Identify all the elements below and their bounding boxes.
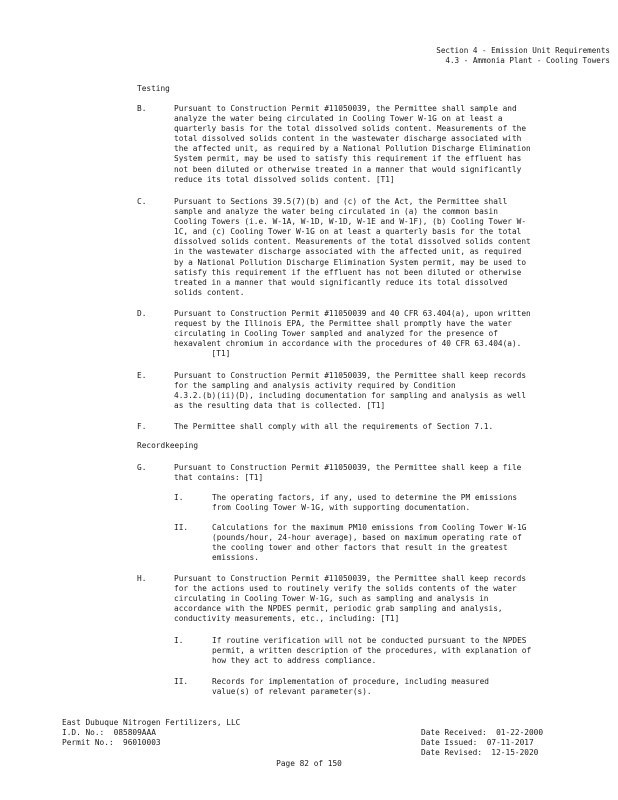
paragraph-g-text: Pursuant to Construction Permit #11050039, the Permittee shall keep a file that contains: [T1] (174, 463, 522, 483)
subparagraph-g-i (212, 493, 517, 513)
page-header (436, 46, 610, 66)
item-label-d: D. (137, 309, 147, 318)
subparagraph-h-ii-text: Records for implementation of procedure, including measured value(s) of relevant parameter(s). (212, 677, 489, 697)
item-label-h: H. (137, 574, 147, 583)
subitem-label-g-ii: II. (174, 523, 189, 532)
footer-id-number: I.D. No.: 085809AAA (62, 728, 156, 737)
paragraph-c-text: Pursuant to Sections 39.5(7)(b) and (c) of the Act, the Permittee shall sample and analyze the water being circulated in (a) the common basin Cooling Towers (i.e. W-1A, W-1D, W-1D, W-1E and W-1F), (b) Cooling Tower W- 1C, and (c) Cooling Tower W-1G on at least a quarterly basis for the total dissolved solids content. Measurements of the total dissolved solids content in the wastewater discharge associated with the affected unit, as required by a National Pollution Discharge Elimination System permit, may be used to satisfy this requirement if the effluent has not been diluted or otherwise treated in a manner that would significantly reduce its total dissolved solids content. (174, 197, 531, 297)
item-label-b: B. (137, 104, 147, 113)
footer-date-issued: Date Issued: 07-11-2017 (421, 738, 534, 747)
footer-date-received: Date Received: 01-22-2000 (421, 728, 544, 737)
paragraph-e-text: Pursuant to Construction Permit #11050039, the Permittee shall keep records for the sampling and analysis activity required by Condition 4.3.2.(b)(ii)(D), including documentation for sampling and analysis as well as the resulting data that is collected. [T1] (174, 371, 527, 411)
paragraph-g (174, 463, 521, 483)
section-heading-testing: Testing (137, 84, 170, 93)
subparagraph-g-i-text: The operating factors, if any, used to determine the PM emissions from Cooling Tower W-1G, with supporting documentation. (212, 493, 518, 513)
subparagraph-h-ii (212, 677, 489, 697)
paragraph-b-text: Pursuant to Construction Permit #11050039, the Permittee shall sample and analyze the water being circulated in Cooling Tower W-1G on at least a quarterly basis for the total dissolved solids content. Measurements of the total dissolved solids content in the wastewater discharge associated with the affected unit, as required by a National Pollution Discharge Elimination System permit, may be used to satisfy this requirement if the effluent has not been diluted or otherwise treated in a manner that would significantly reduce its total dissolved solids content. [T1] (174, 104, 531, 184)
paragraph-d (174, 309, 531, 359)
paragraph-h (174, 574, 526, 624)
paragraph-d-text: Pursuant to Construction Permit #11050039 and 40 CFR 63.404(a), upon written request by the Illinois EPA, the Permittee shall promptly have the water circulating in Cooling Tower sampled and analyzed for the presence of hexavalent chromium in accordance with the procedures of 40 CFR 63.404(a). [T1] (174, 309, 531, 359)
header-subsection-title: 4.3 - Ammonia Plant - Cooling Towers (445, 56, 610, 65)
subitem-label-h-ii: II. (174, 677, 189, 686)
subitem-label-h-i: I. (174, 636, 184, 645)
subparagraph-g-ii-text: Calculations for the maximum PM10 emissions from Cooling Tower W-1G (pounds/hour, 24-hour average), based on maximum operating rate of the cooling tower and other factors that result in the greatest emissions. (212, 523, 527, 563)
section-heading-recordkeeping: Recordkeeping (137, 441, 199, 450)
subparagraph-g-ii (212, 523, 527, 563)
footer-date-revised: Date Revised: 12-15-2020 (421, 748, 539, 757)
subparagraph-h-i-text: If routine verification will not be conducted pursuant to the NPDES permit, a written description of the procedures, with explanation of how they act to address compliance. (212, 636, 532, 666)
paragraph-e (174, 371, 526, 411)
item-label-c: C. (137, 197, 147, 206)
item-label-f: F. (137, 422, 147, 431)
paragraph-f-text: The Permittee shall comply with all the requirements of Section 7.1. (174, 422, 494, 431)
footer-right (421, 728, 543, 758)
paragraph-b (174, 104, 531, 185)
paragraph-h-text: Pursuant to Construction Permit #11050039, the Permittee shall keep records for the actions used to routinely verify the solids contents of the water circulating in Cooling Tower W-1G, such as sampling and analysis in accordance with the NPDES permit, periodic grab sampling and analysis, conductivity measurements, etc., including: [T1] (174, 574, 527, 624)
footer-left (62, 718, 240, 748)
footer-company: East Dubuque Nitrogen Fertilizers, LLC (62, 718, 241, 727)
paragraph-c (174, 197, 531, 298)
paragraph-f (174, 422, 493, 432)
header-section-title: Section 4 - Emission Unit Requirements (436, 46, 610, 55)
item-label-g: G. (137, 463, 147, 472)
page-number: Page 82 of 150 (276, 759, 342, 768)
item-label-e: E. (137, 371, 147, 380)
subparagraph-h-i (212, 636, 531, 666)
footer-permit-number: Permit No.: 96010003 (62, 738, 161, 747)
subitem-label-g-i: I. (174, 493, 184, 502)
